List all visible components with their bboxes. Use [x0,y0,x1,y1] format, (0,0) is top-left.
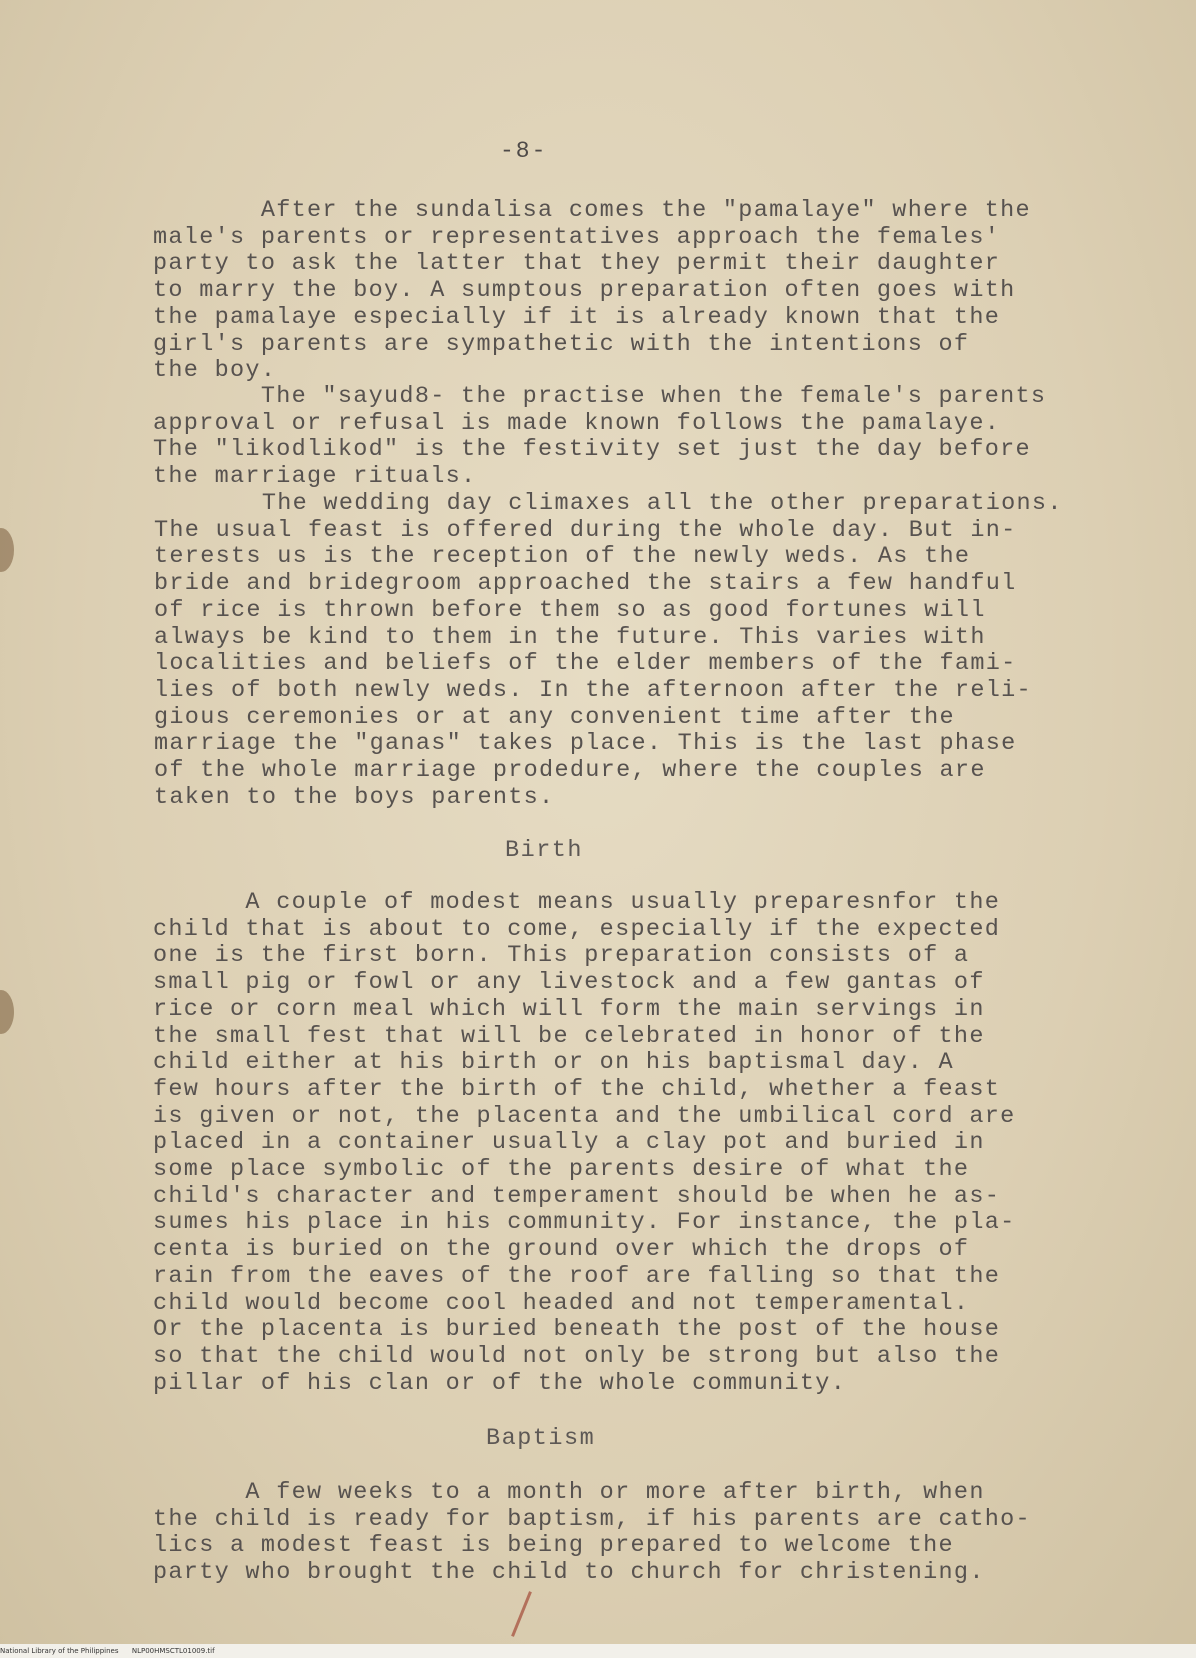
paragraph-pamalaye: After the sundalisa comes the "pamalaye" where the male's parents or representatives approach the females' party to ask the latter that they permit their daughter to marry the boy. A sumptous preparation often goes with the pamalaye especially if it is already known that the girl's parents are sympathetic with the intentions of the boy. [153,197,1031,385]
paragraph-birth: A couple of modest means usually preparesnfor the child that is about to come, especially if the expected one is the first born. This preparation consists of a small pig or fowl or any livestock and a few gantas of rice or corn meal which will form the main servings in the small fest that will be celebrated in honor of the child either at his birth or on his baptismal day. A few hours after the birth of the child, whether a feast is given or not, the placenta and the umbilical cord are placed in a container usually a clay pot and buried in some place symbolic of the parents desire of what the child's character and temperament should be when he as- sumes his place in his community. For instance, the pla- centa is buried on the ground over which the drops of rain from the eaves of the roof are falling so that the child would become cool headed and not temperamental. Or the placenta is buried beneath the post of the house so that the child would not only be strong but also the pillar of his clan or of the whole community. [153,889,1016,1397]
footer-file: NLP00HMSCTL01009.tif [131,1647,215,1655]
page-edge-hole-bottom [0,990,14,1034]
footer-library: National Library of the Philippines [0,1647,119,1655]
paragraph-sayud: The "sayud8- the practise when the female's parents approval or refusal is made known follows the pamalaye. The "likodlikod" is the festivity set just the day before the marriage rituals. [153,383,1047,491]
page-number: -8- [500,138,548,164]
scan-footer [0,1644,1196,1658]
red-pen-mark [511,1591,532,1637]
section-heading-baptism: Baptism [486,1425,596,1452]
page-edge-hole-top [0,528,14,572]
paragraph-wedding-day: The wedding day climaxes all the other preparations. The usual feast is offered during the whole day. But in- terests us is the reception of the newly weds. As the bride and bridegroom approached the stairs a few handful of rice is thrown before them so as good fortunes will always be kind to them in the future. This varies with localities and beliefs of the elder members of the fami- lies of both newly weds. In the afternoon after the reli- gious ceremonies or at any convenient time after the marriage the "ganas" takes place. This is the last phase of the whole marriage prodedure, where the couples are taken to the boys parents. [154,490,1063,811]
paragraph-baptism: A few weeks to a month or more after birth, when the child is ready for baptism, if his parents are catho- lics a modest feast is being prepared to welcome the party who brought the child to church for christening. [153,1479,1031,1587]
section-heading-birth: Birth [505,837,584,864]
